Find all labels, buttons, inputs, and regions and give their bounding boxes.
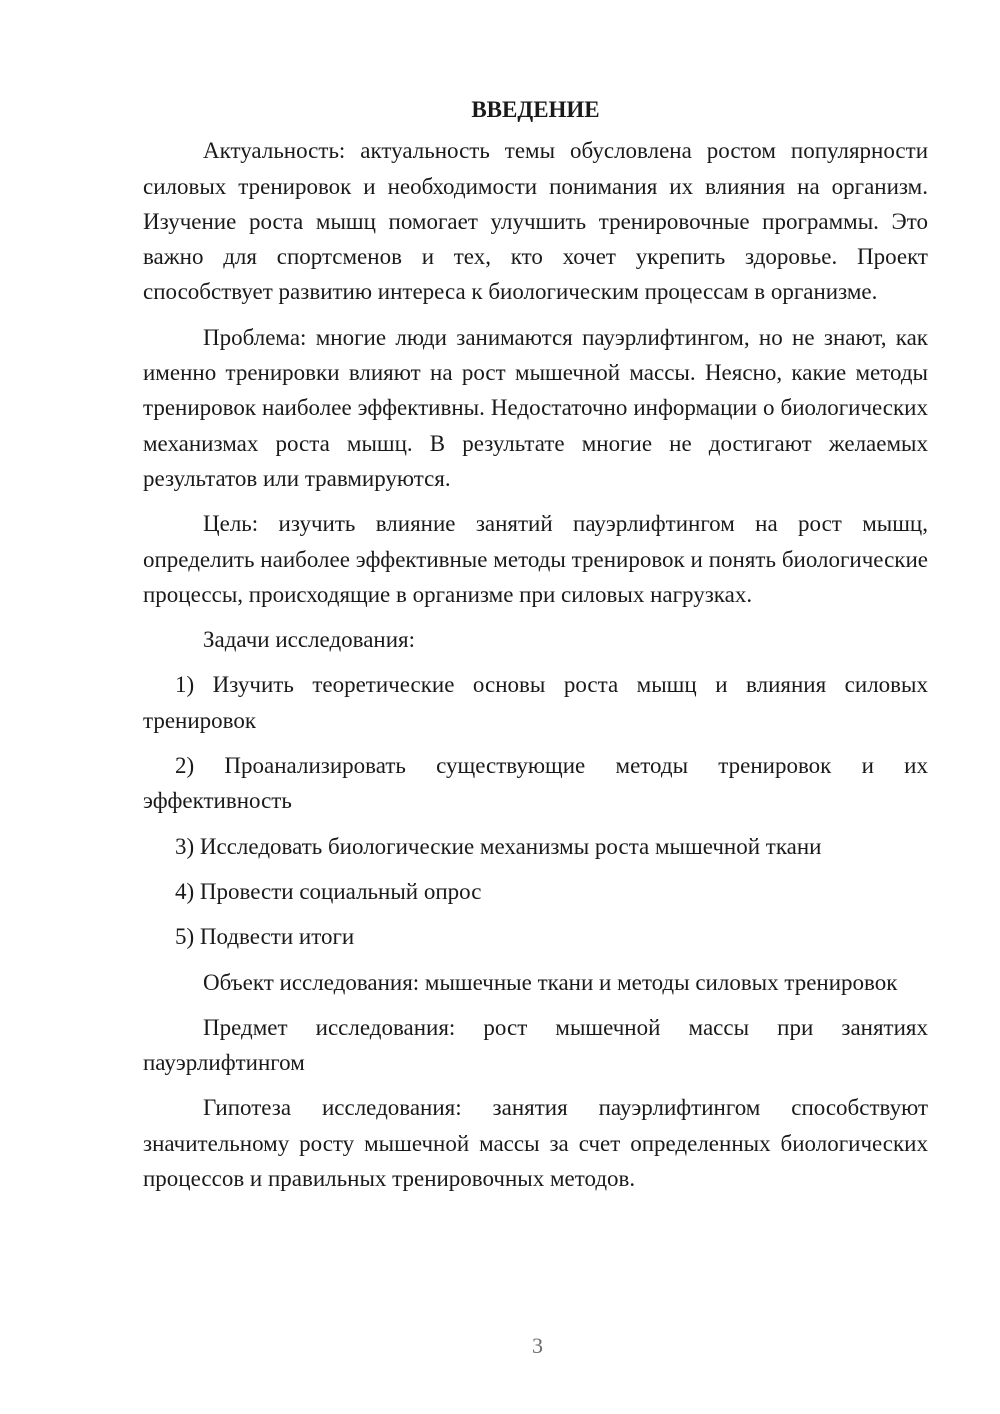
paragraph-subject: Предмет исследования: рост мышечной массы при занятиях пауэрлифтингом — [143, 1014, 928, 1076]
paragraph-relevance: Актуальность: актуальность темы обусловлена ростом популярности силовых тренировок и необходимости понимания их влияния на организм. Изучение роста мышц помогает улучшить тренировочные программы. Это важно для спортсменов и тех, кто хочет укрепить здоровье. Проект способствует развитию интереса к биологическим процессам в организме. — [143, 138, 928, 305]
page-content — [143, 92, 928, 1206]
paragraph-object: Объект исследования: мышечные ткани и методы силовых тренировок — [203, 969, 898, 995]
page-number: 3 — [532, 1333, 543, 1358]
page-title: ВВЕДЕНИЕ — [471, 97, 600, 122]
task-item-1: 1) Изучить теоретические основы роста мышц и влияния силовых тренировок — [143, 672, 928, 733]
paragraph-tasks-heading: Задачи исследования: — [203, 627, 416, 653]
task-item-3: 3) Исследовать биологические механизмы роста мышечной ткани — [175, 833, 822, 859]
task-item-4: 4) Провести социальный опрос — [175, 878, 482, 904]
task-item-5: 5) Подвести итоги — [175, 924, 355, 950]
paragraph-hypothesis: Гипотеза исследования: занятия пауэрлифтингом способствуют значительному росту мышечной массы за счет определенных биологических процессов и правильных тренировочных методов. — [143, 1095, 928, 1192]
paragraph-goal: Цель: изучить влияние занятий пауэрлифтингом на рост мышц, определить наиболее эффективные методы тренировок и понять биологические процессы, происходящие в организме при силовых нагрузках. — [143, 511, 928, 607]
paragraph-problem: Проблема: многие люди занимаются пауэрлифтингом, но не знают, как именно тренировки влияют на рост мышечной массы. Неясно, какие методы тренировок наиболее эффективны. Недостаточно информации о биологических механизмах роста мышц. В результате многие не достигают желаемых результатов или травмируются. — [143, 324, 928, 491]
task-item-2: 2) Проанализировать существующие методы тренировок и их эффективность — [143, 753, 928, 814]
